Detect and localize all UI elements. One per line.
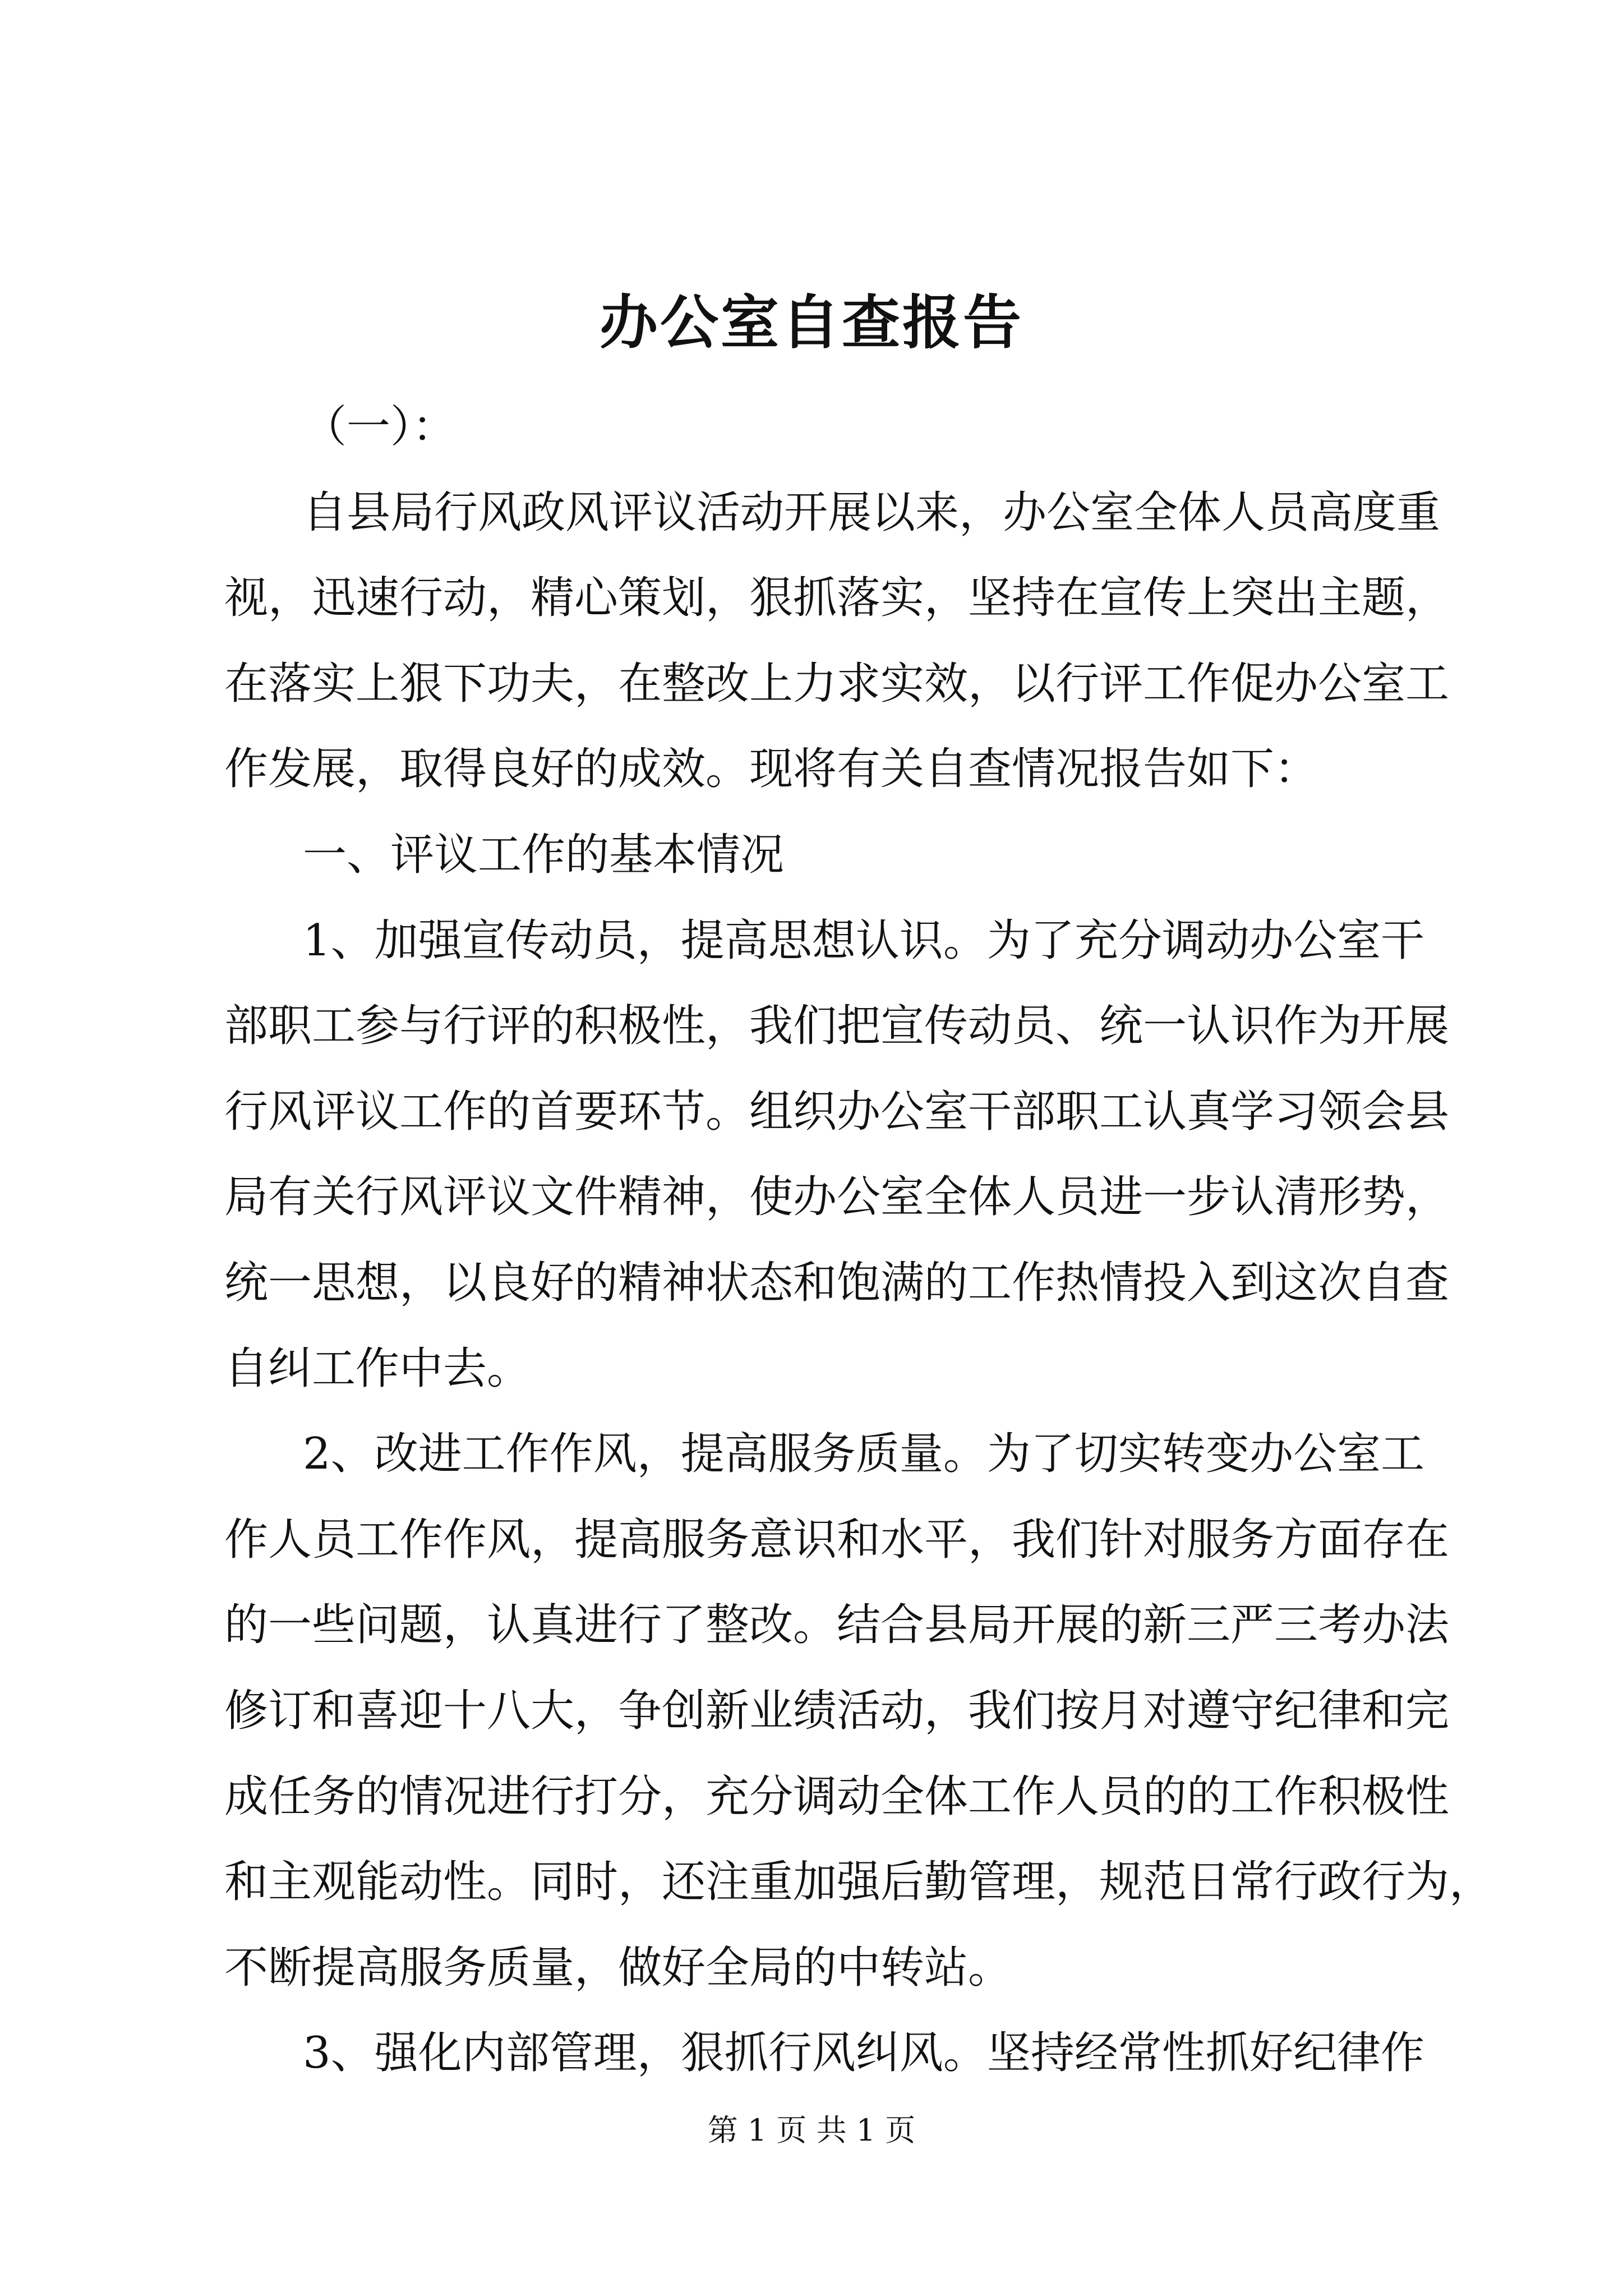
paragraph-line: 部职工参与行评的积极性，我们把宣传动员、统一认识作为开展 [224,1001,1450,1052]
paragraph-line: 不断提高服务质量，做好全局的中转站。 [224,1942,1012,1993]
paragraph-line: 修订和喜迎十八大，争创新业绩活动，我们按月对遵守纪律和完 [224,1685,1450,1736]
paragraph-line: 作人员工作作风，提高服务意识和水平，我们针对服务方面存在 [224,1514,1450,1565]
paragraph-line: 成任务的情况进行打分，充分调动全体工作人员的的工作积极性 [224,1771,1450,1822]
paragraph-line: 自县局行风政风评议活动开展以来，办公室全体人员高度重 [303,487,1441,538]
paragraph-line: 的一些问题，认真进行了整改。结合县局开展的新三严三考办法 [224,1600,1450,1651]
paragraph-line: 3、强化内部管理，狠抓行风纠风。坚持经常性抓好纪律作 [303,2028,1424,2079]
section-label-line: （一）： [303,402,457,452]
paragraph-line: 在落实上狠下功夫，在整改上力求实效，以行评工作促办公室工 [224,658,1450,709]
document-title: 办公室自查报告 [599,288,1023,357]
paragraph-line: 视，迅速行动，精心策划，狠抓落实，坚持在宣传上突出主题， [224,573,1450,624]
paragraph-line: 和主观能动性。同时，还注重加强后勤管理，规范日常行政行为， [224,1857,1493,1908]
paragraph-line: 作发展，取得良好的成效。现将有关自查情况报告如下： [224,744,1318,795]
paragraph-line: 1、加强宣传动员，提高思想认识。为了充分调动办公室干 [303,915,1424,966]
paragraph-line: 2、改进工作作风，提高服务质量。为了切实转变办公室工 [303,1429,1424,1480]
page-footer: 第 1 页 共 1 页 [707,2113,916,2148]
paragraph-line: 局有关行风评议文件精神，使办公室全体人员进一步认清形势， [224,1172,1450,1223]
paragraph-line: 统一思想，以良好的精神状态和饱满的工作热情投入到这次自查 [224,1257,1450,1308]
paragraph-line: 行风评议工作的首要环节。组织办公室干部职工认真学习领会县 [224,1086,1450,1137]
paragraph-line: 自纠工作中去。 [224,1343,531,1394]
document-body [224,384,1493,2096]
section-heading-line: 一、评议工作的基本情况 [303,829,785,880]
